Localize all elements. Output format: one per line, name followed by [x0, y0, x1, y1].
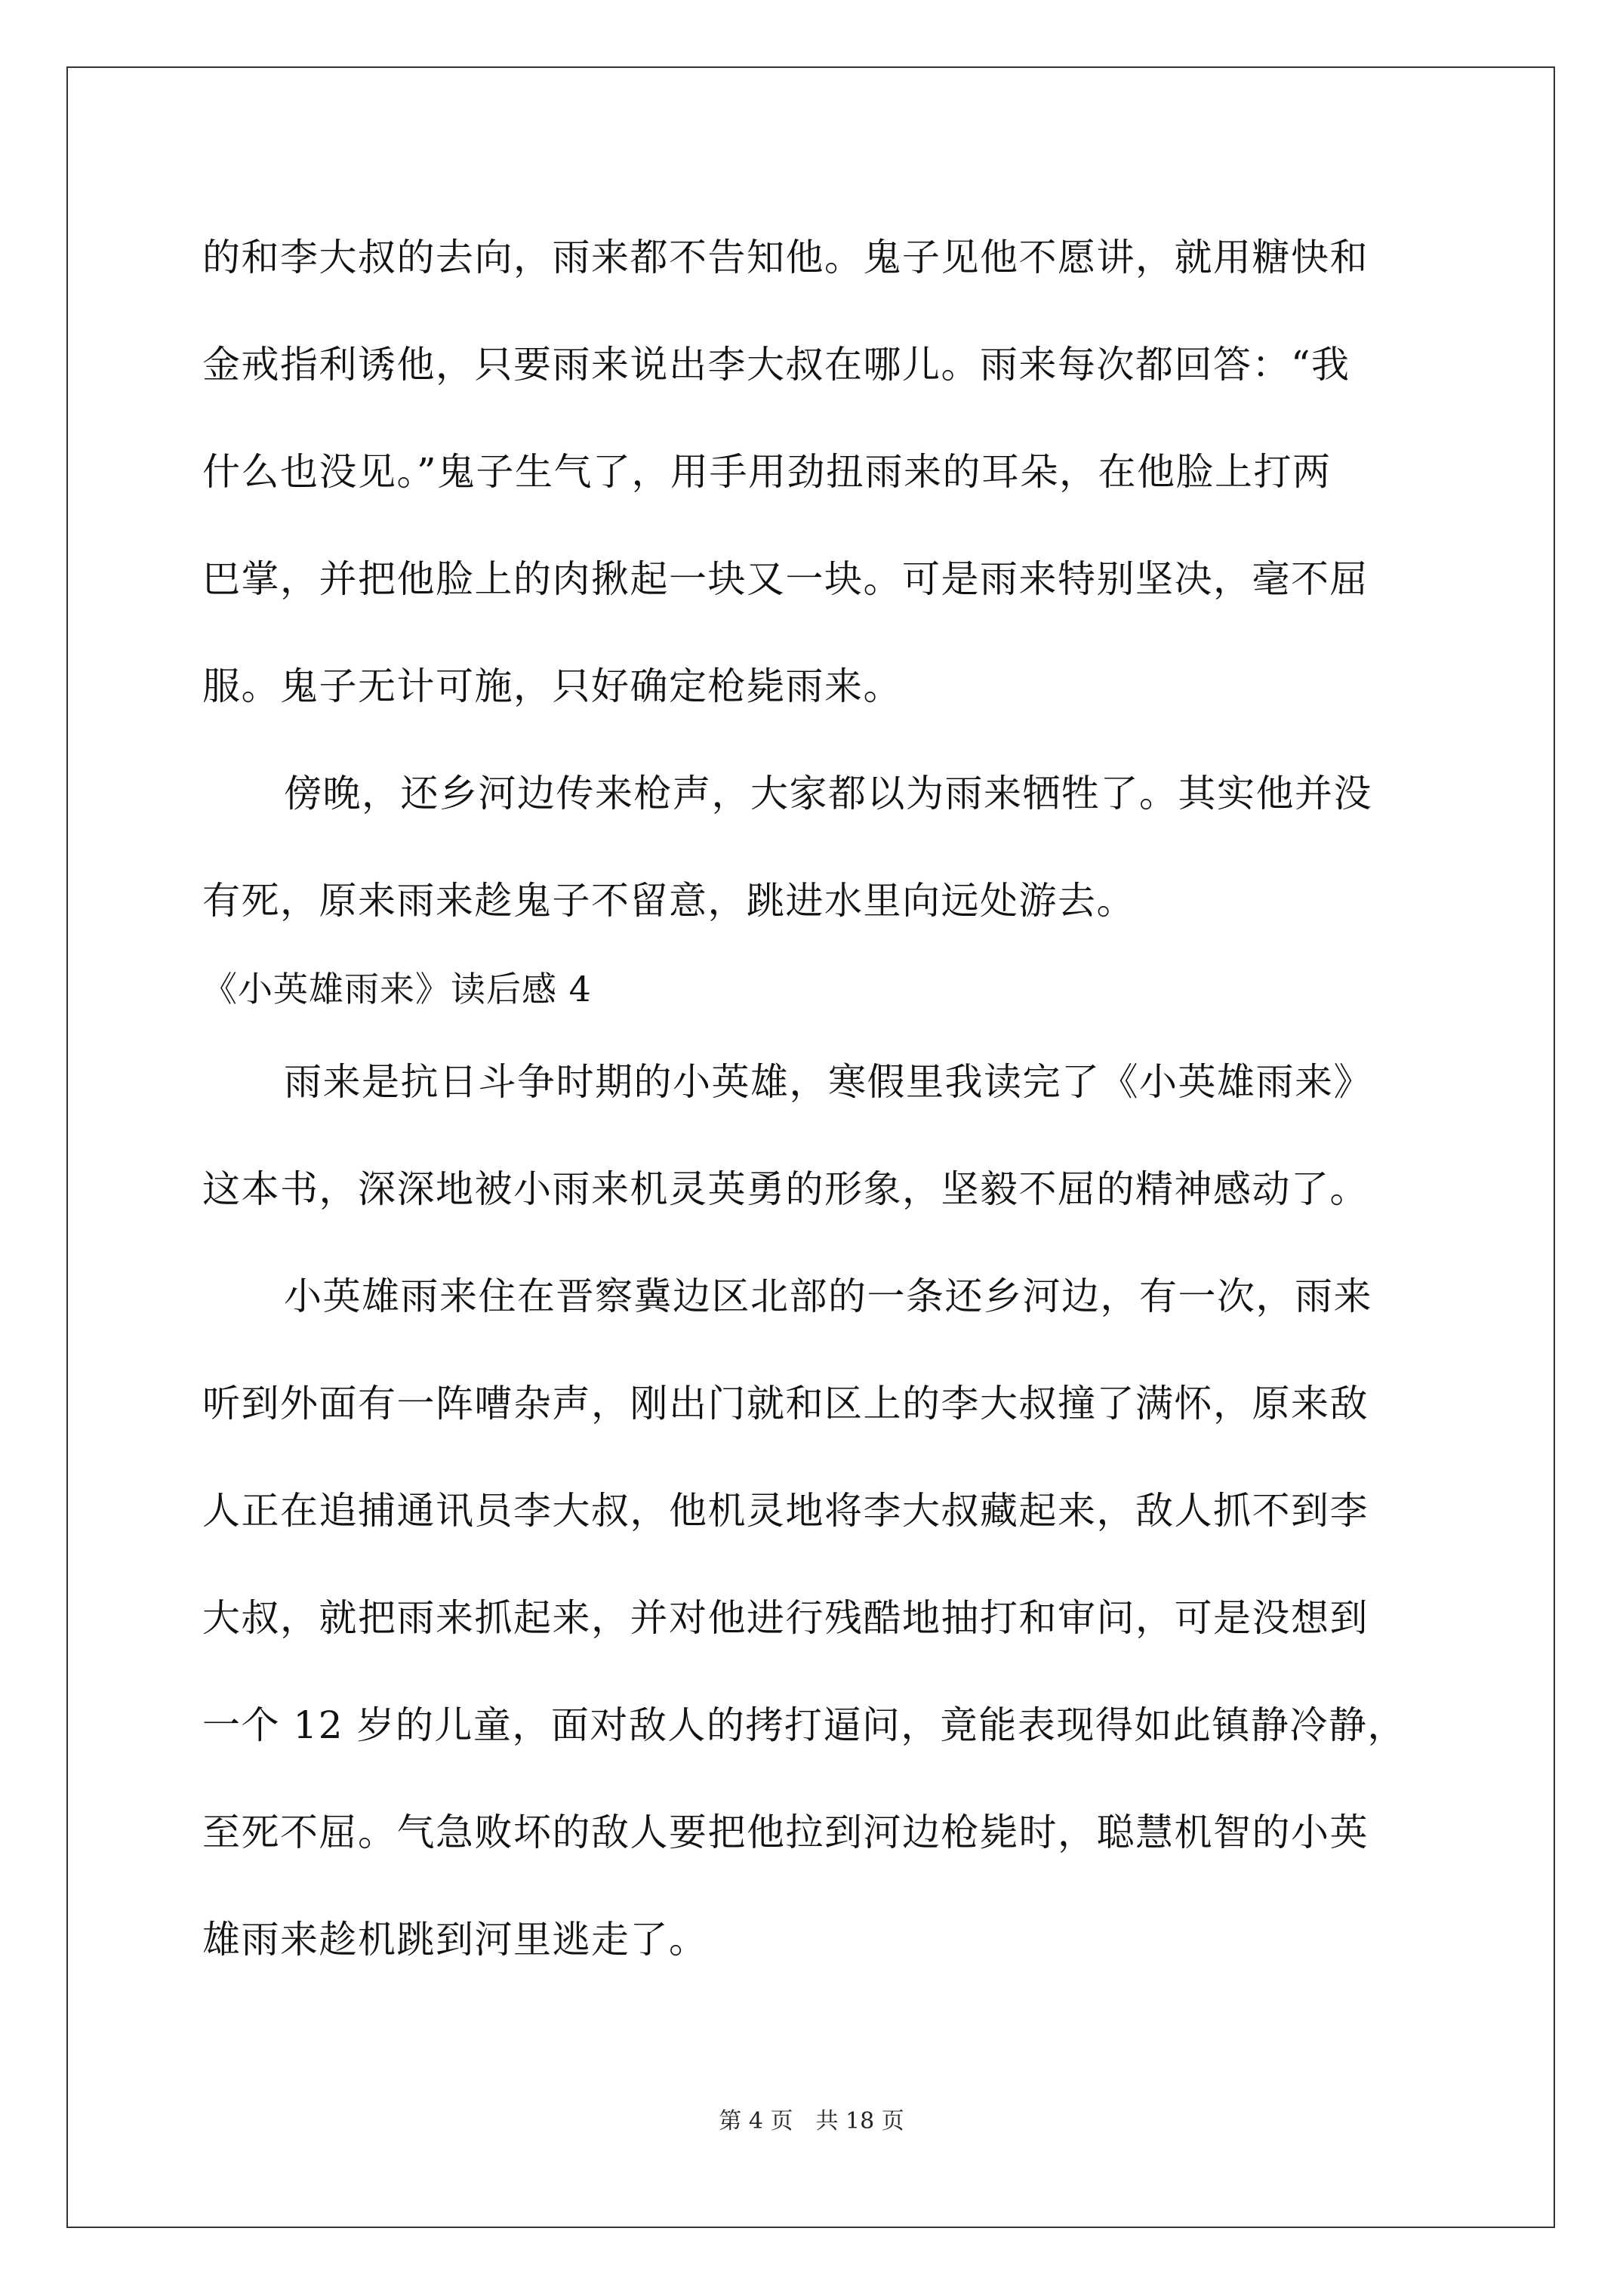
text-line: 雨来是抗日斗争时期的小英雄，寒假里我读完了《小英雄雨来》 — [284, 1060, 1372, 1104]
text-line: 至死不屈。气急败坏的敌人要把他拉到河边枪毙时，聪慧机智的小英 — [202, 1811, 1369, 1854]
text-line: 雄雨来趁机跳到河里逃走了。 — [202, 1918, 708, 1962]
paragraph-story — [202, 1243, 1437, 1993]
text-line: 金戒指利诱他，只要雨来说出李大叔在哪儿。雨来每次都回答：“我 — [202, 343, 1350, 387]
text-line: 这本书，深深地被小雨来机灵英勇的形象，坚毅不屈的精神感动了。 — [202, 1167, 1369, 1211]
text-line: 巴掌，并把他脸上的肉揪起一块又一块。可是雨来特别坚决，毫不屈 — [202, 557, 1369, 601]
document-body — [202, 204, 1437, 954]
paragraph-evening — [202, 740, 1437, 954]
text-line: 服。鬼子无计可施，只好确定枪毙雨来。 — [202, 664, 902, 708]
text-line: 人正在追捕通讯员李大叔，他机灵地将李大叔藏起来，敌人抓不到李 — [202, 1489, 1369, 1533]
paragraph-intro — [202, 1028, 1437, 1243]
paragraph-continued — [202, 204, 1437, 740]
text-line: 听到外面有一阵嘈杂声，刚出门就和区上的李大叔撞了满怀，原来敌 — [202, 1382, 1369, 1425]
text-line: 小英雄雨来住在晋察冀边区北部的一条还乡河边，有一次，雨来 — [284, 1274, 1372, 1318]
text-line: 有死，原来雨来趁鬼子不留意，跳进水里向远处游去。 — [202, 879, 1135, 923]
text-line: 的和李大叔的去向，雨来都不告知他。鬼子见他不愿讲，就用糖快和 — [202, 236, 1369, 279]
page-number-footer: 第 4 页 共 18 页 — [719, 2108, 904, 2134]
section-heading: 《小英雄雨来》读后感 4 — [202, 969, 592, 1009]
text-line: 什么也没见。”鬼子生气了，用手用劲扭雨来的耳朵，在他脸上打两 — [202, 450, 1332, 494]
text-line: 一个 12 岁的儿童，面对敌人的拷打逼问，竟能表现得如此镇静冷静， — [202, 1703, 1406, 1747]
text-line: 大叔，就把雨来抓起来，并对他进行残酷地抽打和审问，可是没想到 — [202, 1596, 1369, 1640]
document-body-2 — [202, 1028, 1437, 1993]
text-line: 傍晚，还乡河边传来枪声，大家都以为雨来牺牲了。其实他并没 — [284, 772, 1372, 815]
